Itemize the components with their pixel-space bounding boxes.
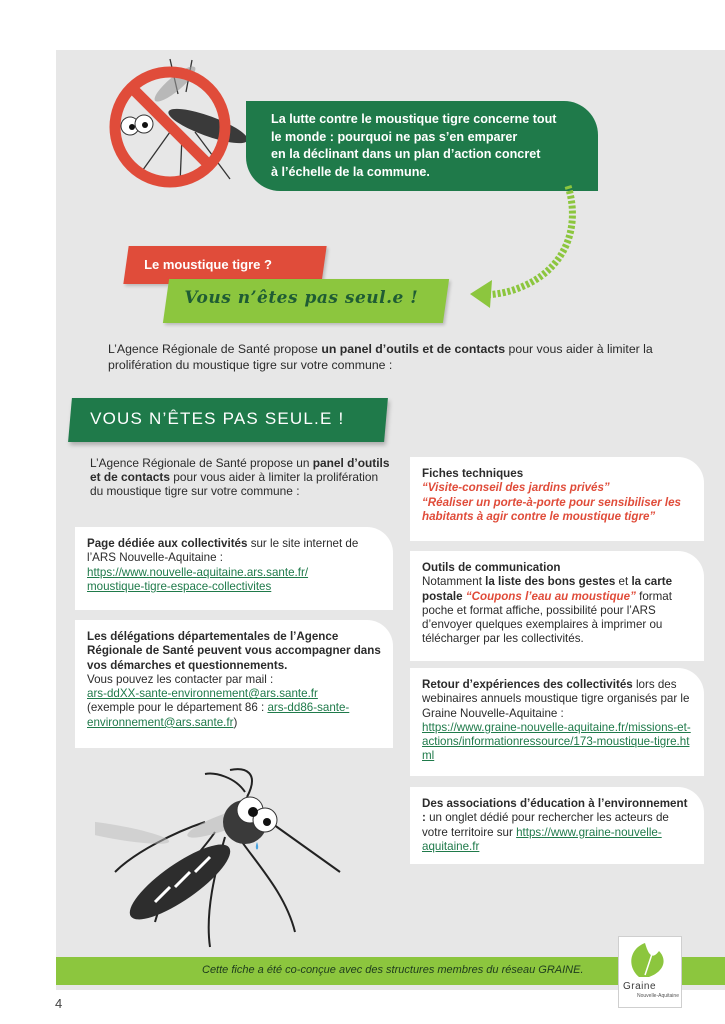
email86-link[interactable]: ars-dd86-sante-environnement@ars.sante.fr xyxy=(87,701,350,729)
graine-link[interactable]: https://www.graine-nouvelle-aquitaine.fr/missions-et-actions/informationressource/173-moustique-tigre.html xyxy=(422,720,691,763)
card-title: Outils de communication xyxy=(422,561,561,574)
card-text: Notamment xyxy=(422,575,486,589)
intro-line: en la déclinant dans un plan d’action concret xyxy=(271,147,541,161)
leaf-icon xyxy=(619,937,679,981)
page-number: 4 xyxy=(55,996,63,1011)
logo-sub: Nouvelle-Aquitaine xyxy=(637,993,679,999)
card-text: sur le site internet de l’ARS Nouvelle-Aquitaine : xyxy=(87,537,359,565)
lead2-bold: panel d’outils et de contacts xyxy=(90,456,390,484)
lead-text-end: pour vous aider à limiter la prolifération du moustique tigre sur votre commune : xyxy=(108,342,653,372)
paren: ) xyxy=(233,715,238,729)
card-text: (exemple pour le département 86 : xyxy=(87,701,268,715)
intro-line: le monde : pourquoi ne pas s’en emparer xyxy=(271,129,518,144)
ars-link[interactable]: https://www.nouvelle-aquitaine.ars.sante.fr/ xyxy=(87,565,309,579)
card-text: format poche et format affiche, possibilité pour l’ARS d’envoyer quelques exemplaires à imprimer ou télécharger par les collectivités. xyxy=(422,589,672,646)
graine-site-link[interactable]: https://www.graine-nouvelle-aquitaine.fr xyxy=(422,825,662,853)
card-text: lors des webinaires annuels moustique tigre organisés par le Graine Nouvelle-Aquitaine : xyxy=(422,678,690,720)
lead-paragraph xyxy=(108,341,688,373)
card-retour xyxy=(410,668,704,776)
card-text: Vous pouvez les contacter par mail : xyxy=(87,672,274,686)
email-link[interactable]: ars-ddXX-sante-environnement@ars.sante.fr xyxy=(87,687,318,701)
card-delegations xyxy=(75,620,393,748)
section-banner xyxy=(68,398,388,442)
banner-title: VOUS N’ÊTES PAS SEUL.E ! xyxy=(90,409,345,428)
card-page-collectivites xyxy=(75,527,393,610)
tag-pas-seul xyxy=(163,279,449,323)
intro-line: La lutte contre le moustique tigre concerne tout xyxy=(271,112,557,126)
card-text: un onglet dédié pour rechercher les acteurs de votre territoire sur xyxy=(422,811,669,839)
card-title: Des associations d’éducation à l’environnement : xyxy=(422,797,688,825)
fiche-item: “Visite-conseil des jardins privés” xyxy=(422,481,610,495)
ars-link-cont[interactable]: moustique-tigre-espace-collectivites xyxy=(87,579,272,593)
footer-text: Cette fiche a été co-conçue avec des structures membres du réseau GRAINE. xyxy=(202,964,584,976)
intro-line: à l’échelle de la commune. xyxy=(271,164,430,179)
lead2-text: L’Agence Régionale de Santé propose un xyxy=(90,456,313,470)
card-bold: la carte postale xyxy=(422,575,673,603)
card-title: Retour d’expériences des collectivités xyxy=(422,678,633,691)
card-title: Fiches techniques xyxy=(422,467,524,480)
card-title: Page dédiée aux collectivités xyxy=(87,537,248,550)
curved-arrow-icon xyxy=(468,184,608,314)
card-text: et xyxy=(615,575,632,589)
logo-name: Graine xyxy=(623,981,657,992)
lead-text: L’Agence Régionale de Santé propose xyxy=(108,342,322,356)
card-red: “Coupons l’eau au moustique” xyxy=(462,589,636,603)
lead-bold: un panel d’outils et de contacts xyxy=(321,342,506,356)
tag-red-label: Le moustique tigre ? xyxy=(144,257,272,272)
card-outils xyxy=(410,551,704,661)
mosquito-illustration xyxy=(95,762,345,952)
lead2-paragraph xyxy=(90,456,390,498)
lead2-text-end: pour vous aider à limiter la prolifération du moustique tigre sur votre commune : xyxy=(90,470,379,498)
no-mosquito-illustration xyxy=(100,54,260,204)
tag-green-label: Vous n’êtes pas seul.e ! xyxy=(184,288,419,308)
card-associations xyxy=(410,787,704,864)
graine-logo xyxy=(618,936,682,1008)
intro-bubble xyxy=(246,101,598,191)
fiche-item: “Réaliser un porte-à-porte pour sensibiliser les habitants à agir contre le moustique tigre” xyxy=(422,495,681,523)
card-fiches xyxy=(410,457,704,541)
card-bold: la liste des bons gestes xyxy=(485,575,616,589)
card-title: Les délégations départementales de l’Agence Régionale de Santé peuvent vous accompagner dans vos démarches et questionnements. xyxy=(87,630,381,672)
